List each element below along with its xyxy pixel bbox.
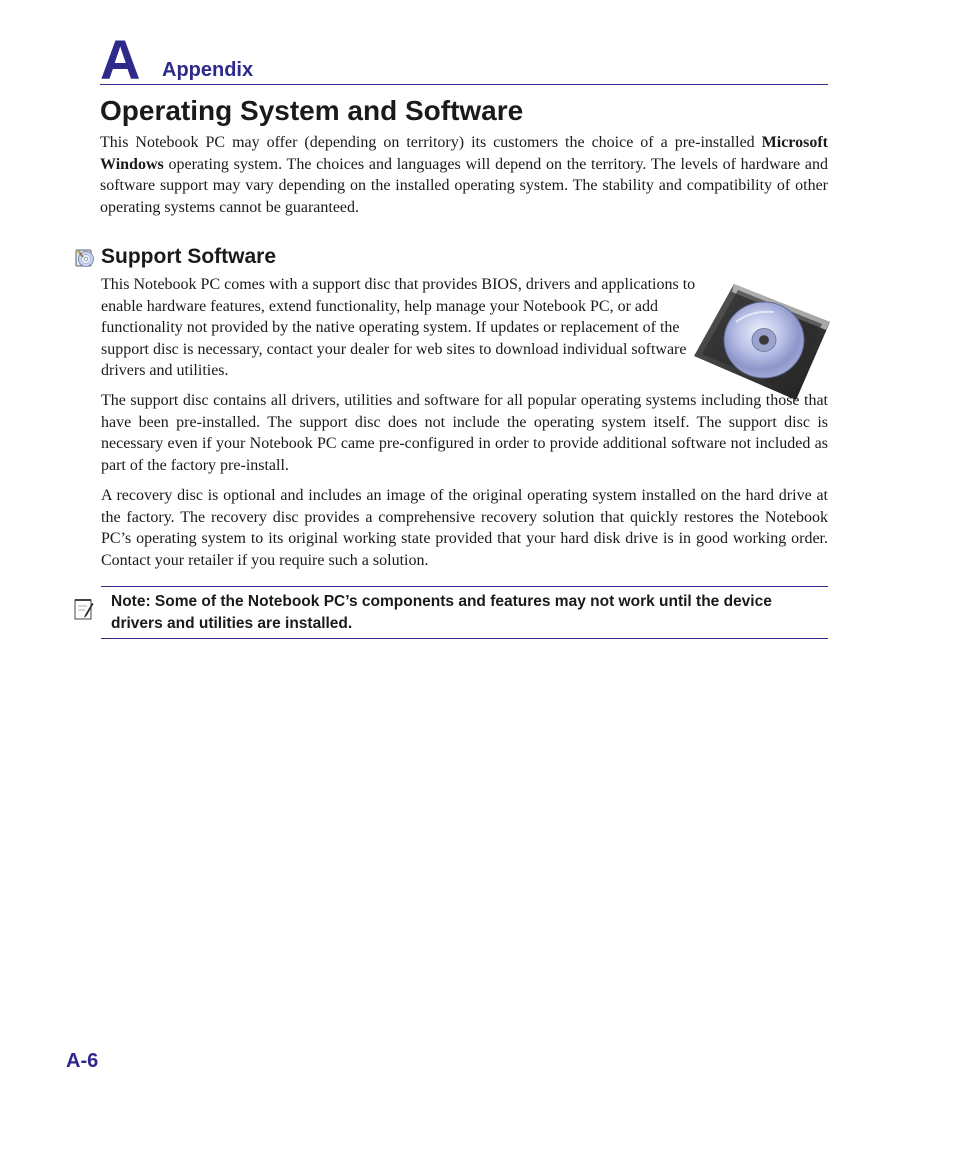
support-paragraph-2: The support disc contains all drivers, utilities and software for all popular operating systems including those that have been pre-installed. The support disc does not include the operating system itself. The support disc is necessary even if your Notebook PC came pre-configured in order to provide additional software not included as part of the factory pre-install. (101, 392, 828, 474)
cd-software-icon (74, 247, 96, 269)
intro-text-2: operating system. The choices and languages will depend on the territory. The levels of hardware and software support may vary depending on the installed operating system. The stability and compatibility of other operating systems cannot be guaranteed. (100, 155, 828, 216)
support-paragraph-3: A recovery disc is optional and includes an image of the original operating system installed on the hard drive at the factory. The recovery disc provides a comprehensive recovery solution that quickly restores the Notebook PC’s operating system to its original working state provided that your hard disk drive is in good working order. Contact your retailer if you require such a solution. (101, 487, 828, 569)
section-title: Support Software (101, 245, 277, 268)
notepad-pencil-icon (73, 597, 95, 621)
support-paragraph-1: This Notebook PC comes with a support disc that provides BIOS, drivers and applications to enable hardware features, extend functionality, help manage your Notebook PC, or add functionality not provided by the native operating system. If updates or replacement of the support disc is necessary, contact your dealer for web sites to download individual software drivers and utilities. (101, 276, 696, 379)
cd-case-image (692, 282, 830, 400)
intro-bold-os-name: Microsoft Windows (100, 134, 828, 173)
chapter-name: Appendix (162, 59, 254, 81)
intro-paragraph (100, 132, 828, 218)
chapter-letter: A (100, 28, 141, 91)
note-box (101, 586, 828, 639)
intro-text-1: This Notebook PC may offer (depending on territory) its customers the choice of a pre-installed (100, 134, 762, 151)
chapter-rule (100, 84, 828, 85)
page-number: A-6 (66, 1050, 99, 1072)
page-title: Operating System and Software (100, 95, 524, 126)
note-text: Note: Some of the Notebook PC’s components and features may not work until the device drivers and utilities are installed. (111, 593, 772, 632)
